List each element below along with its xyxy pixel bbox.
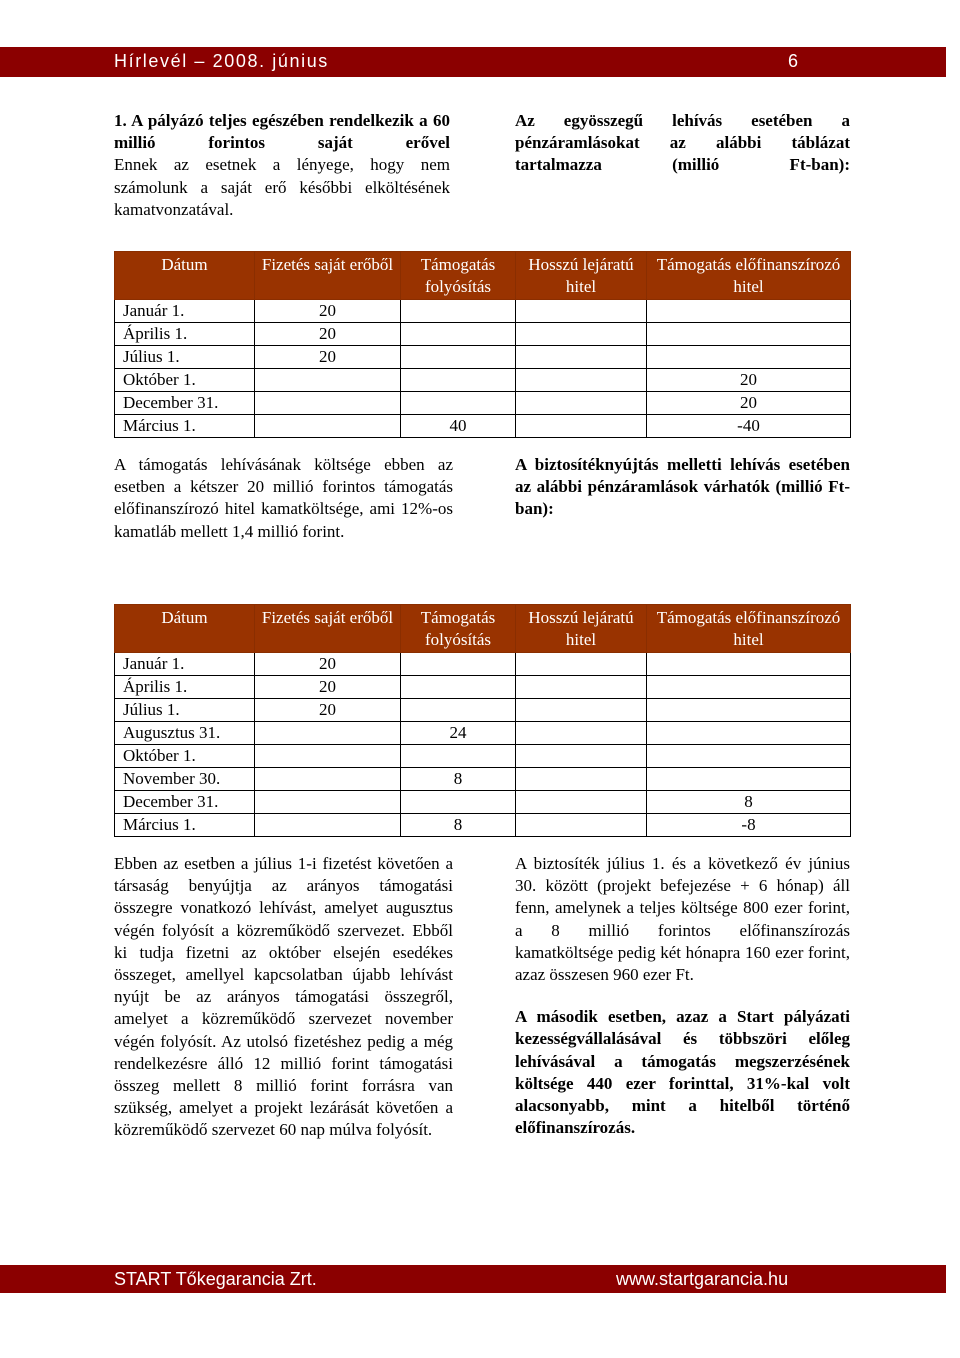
table-row bbox=[115, 676, 851, 699]
row-date-cell: Április 1. bbox=[115, 323, 255, 346]
row-value-cell bbox=[516, 369, 647, 392]
row-value-cell bbox=[401, 745, 516, 768]
section2-left bbox=[114, 454, 453, 543]
row-value-cell bbox=[647, 300, 851, 323]
row-value-cell bbox=[255, 392, 401, 415]
row-date-cell: Április 1. bbox=[115, 676, 255, 699]
table1-intro: Az egyösszegű lehívás esetében a pénzáramlásokat az alábbi táblázat tartalmazza (millió Ft-ban): bbox=[515, 111, 850, 175]
row-value-cell: 20 bbox=[255, 676, 401, 699]
row-value-cell: 20 bbox=[647, 392, 851, 415]
table-header-row bbox=[115, 605, 851, 653]
row-value-cell bbox=[516, 346, 647, 369]
row-value-cell: 40 bbox=[401, 415, 516, 438]
row-value-cell bbox=[401, 653, 516, 676]
row-date-cell: Július 1. bbox=[115, 346, 255, 369]
row-value-cell: -40 bbox=[647, 415, 851, 438]
column-header-own-funds: Fizetés saját erőből bbox=[255, 252, 401, 300]
row-value-cell bbox=[516, 300, 647, 323]
website-link[interactable]: www.startgarancia.hu bbox=[616, 1269, 789, 1289]
table-row bbox=[115, 392, 851, 415]
table-row bbox=[115, 346, 851, 369]
row-value-cell: 20 bbox=[255, 300, 401, 323]
row-value-cell: 20 bbox=[255, 699, 401, 722]
row-value-cell: 20 bbox=[647, 369, 851, 392]
row-value-cell bbox=[255, 369, 401, 392]
row-value-cell bbox=[516, 415, 647, 438]
table-row bbox=[115, 768, 851, 791]
row-value-cell bbox=[516, 768, 647, 791]
section1-heading: 1. A pályázó teljes egészében rendelkezik a 60 millió forintos saját erővel bbox=[114, 111, 450, 153]
row-value-cell bbox=[647, 768, 851, 791]
row-value-cell bbox=[516, 791, 647, 814]
row-value-cell bbox=[647, 653, 851, 676]
row-value-cell bbox=[516, 722, 647, 745]
column-header-own-funds: Fizetés saját erőből bbox=[255, 605, 401, 653]
row-date-cell: Január 1. bbox=[115, 300, 255, 323]
row-value-cell: 20 bbox=[255, 346, 401, 369]
table-row bbox=[115, 745, 851, 768]
section2-right bbox=[515, 454, 850, 521]
row-value-cell bbox=[401, 699, 516, 722]
cashflow-table-guarantee bbox=[114, 604, 851, 837]
row-value-cell bbox=[647, 699, 851, 722]
row-value-cell: 8 bbox=[401, 768, 516, 791]
row-value-cell bbox=[647, 745, 851, 768]
section3-left bbox=[114, 853, 453, 1142]
row-date-cell: Július 1. bbox=[115, 699, 255, 722]
row-value-cell bbox=[647, 676, 851, 699]
row-value-cell bbox=[255, 791, 401, 814]
guarantee-cost-text: A biztosíték július 1. és a következő év június 30. között (projekt befejezése + 6 hónap) áll fenn, amelynek a teljes költsége 800 ezer forint, a 8 millió forintos előfinanszírozás kamatköltsége pedig két hónapra 160 ezer forint, azaz összesen 960 ezer Ft. bbox=[515, 854, 850, 985]
table-row bbox=[115, 369, 851, 392]
column-header-date: Dátum bbox=[115, 252, 255, 300]
footer-band bbox=[0, 1265, 946, 1293]
conclusion-text: A második esetben, azaz a Start pályázati kezességvállalásával és többszöri előleg lehívásával a támogatás megszerzésének költsége 440 ezer forinttal, 31%-kal volt alacsonyabb, mint a hitelből történő előfinanszírozás. bbox=[515, 1007, 850, 1138]
row-value-cell bbox=[255, 722, 401, 745]
cashflow-table-lump-sum bbox=[114, 251, 851, 438]
table-row bbox=[115, 653, 851, 676]
row-value-cell bbox=[255, 814, 401, 837]
row-value-cell: 8 bbox=[647, 791, 851, 814]
row-date-cell: Március 1. bbox=[115, 415, 255, 438]
row-value-cell bbox=[647, 323, 851, 346]
table2-intro: A biztosítéknyújtás melletti lehívás esetében az alábbi pénzáramlások várhatók (millió Ft-ban): bbox=[515, 455, 850, 519]
column-header-long-term-loan: Hosszú lejáratú hitel bbox=[516, 252, 647, 300]
row-value-cell bbox=[647, 722, 851, 745]
column-header-prefinancing-loan: Támogatás előfinanszírozó hitel bbox=[647, 252, 851, 300]
row-date-cell: Január 1. bbox=[115, 653, 255, 676]
row-value-cell bbox=[401, 323, 516, 346]
row-value-cell: 24 bbox=[401, 722, 516, 745]
row-value-cell: 20 bbox=[255, 653, 401, 676]
table-row bbox=[115, 415, 851, 438]
table-row bbox=[115, 722, 851, 745]
table-row bbox=[115, 300, 851, 323]
header-band bbox=[0, 47, 946, 77]
page-number: 6 bbox=[788, 51, 799, 71]
row-value-cell bbox=[255, 745, 401, 768]
row-date-cell: Március 1. bbox=[115, 814, 255, 837]
row-value-cell bbox=[516, 699, 647, 722]
section1-left bbox=[114, 110, 450, 221]
row-value-cell bbox=[516, 814, 647, 837]
row-value-cell bbox=[401, 392, 516, 415]
row-date-cell: December 31. bbox=[115, 392, 255, 415]
table-header-row bbox=[115, 252, 851, 300]
newsletter-title: Hírlevél – 2008. június bbox=[114, 51, 329, 71]
row-value-cell bbox=[516, 323, 647, 346]
row-value-cell: 8 bbox=[401, 814, 516, 837]
row-value-cell bbox=[516, 676, 647, 699]
row-date-cell: Október 1. bbox=[115, 369, 255, 392]
row-value-cell bbox=[401, 676, 516, 699]
company-name: START Tőkegarancia Zrt. bbox=[114, 1269, 317, 1289]
row-value-cell bbox=[516, 653, 647, 676]
row-value-cell bbox=[401, 300, 516, 323]
table-row bbox=[115, 814, 851, 837]
column-header-subsidy-disbursement: Támogatás folyósítás bbox=[401, 605, 516, 653]
column-header-date: Dátum bbox=[115, 605, 255, 653]
row-date-cell: Augusztus 31. bbox=[115, 722, 255, 745]
row-value-cell bbox=[401, 346, 516, 369]
table-row bbox=[115, 699, 851, 722]
column-header-subsidy-disbursement: Támogatás folyósítás bbox=[401, 252, 516, 300]
table-row bbox=[115, 323, 851, 346]
row-value-cell bbox=[401, 791, 516, 814]
guarantee-process-text: Ebben az esetben a július 1-i fizetést követően a társaság benyújtja az arányos támogatási összegre vonatkozó lehívást, amelyet augusztus végén folyósít a közreműködő szervezet. Ebből ki tudja fizetni az október elsején esedékes összeget, amellyel kapcsolatban újabb lehívást nyújt be az arányos támogatási összegről, amelyet a közreműködő szervezet november végén folyósít. Az utolsó fizetéshez pedig a még rendelkezésre álló 12 millió forint támogatási összeg mellett 8 millió forint forrásra van szükség, amelyet a projekt lezárását követően a közreműködő szervezet 60 nap múlva folyósít. bbox=[114, 854, 453, 1140]
row-value-cell bbox=[255, 415, 401, 438]
row-date-cell: Október 1. bbox=[115, 745, 255, 768]
row-value-cell: -8 bbox=[647, 814, 851, 837]
section1-body: Ennek az esetnek a lényege, hogy nem számolunk a saját erő későbbi elköltésének kamatvonzatával. bbox=[114, 155, 450, 219]
column-header-long-term-loan: Hosszú lejáratú hitel bbox=[516, 605, 647, 653]
lump-sum-cost-text: A támogatás lehívásának költsége ebben az esetben a kétszer 20 millió forintos támogatás előfinanszírozó hitel kamatköltsége, ami 12%-os kamatláb mellett 1,4 millió forint. bbox=[114, 455, 453, 541]
column-header-prefinancing-loan: Támogatás előfinanszírozó hitel bbox=[647, 605, 851, 653]
row-value-cell bbox=[647, 346, 851, 369]
row-value-cell: 20 bbox=[255, 323, 401, 346]
row-date-cell: November 30. bbox=[115, 768, 255, 791]
row-value-cell bbox=[516, 392, 647, 415]
row-value-cell bbox=[516, 745, 647, 768]
table-row bbox=[115, 791, 851, 814]
row-value-cell bbox=[255, 768, 401, 791]
row-value-cell bbox=[401, 369, 516, 392]
section3-right bbox=[515, 853, 850, 1139]
section1-right bbox=[515, 110, 850, 177]
row-date-cell: December 31. bbox=[115, 791, 255, 814]
